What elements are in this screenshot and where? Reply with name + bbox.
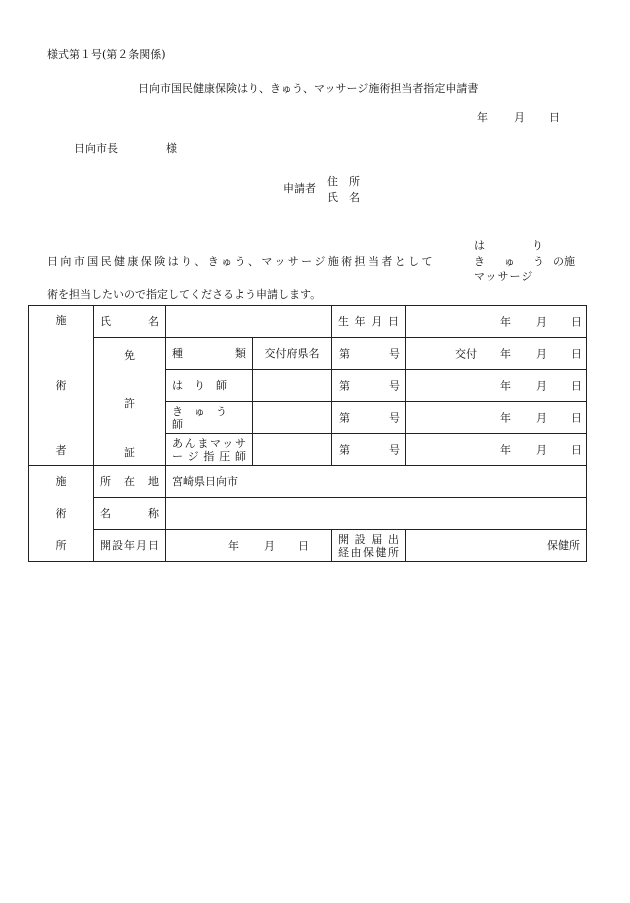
facility-section-label: 施 術 所	[29, 466, 94, 562]
name-field[interactable]	[166, 306, 332, 338]
option-ki: き	[474, 255, 485, 268]
health-center-field[interactable]: 保健所	[406, 530, 587, 562]
application-table	[28, 305, 587, 562]
license-section-label: 免 許 証	[94, 338, 166, 466]
date-day-label: 日	[549, 111, 560, 124]
license-number-header: 第 号	[332, 338, 406, 370]
opened-date-label: 開設年月日	[94, 530, 166, 562]
prefecture-field-anma[interactable]	[253, 434, 332, 466]
option-ri: り	[532, 239, 543, 252]
birthdate-label: 生年月日	[332, 306, 406, 338]
name-label: 氏 名	[94, 306, 166, 338]
notice-label-line-1: 開設届出	[338, 532, 399, 546]
license-type-anma	[166, 434, 253, 466]
applicant-address-label: 住 所	[327, 175, 360, 188]
license-number-hari[interactable]: 第 号	[332, 370, 406, 402]
issued-date-hari[interactable]: 年 月 日	[406, 370, 587, 402]
applicant-label: 申請者	[283, 182, 316, 195]
date-month-label: 月	[514, 111, 525, 124]
license-type-hari: は り 師	[166, 370, 253, 402]
prefecture-field-hari[interactable]	[253, 370, 332, 402]
license-type-anma-line-2: ージ指圧師	[172, 449, 246, 463]
license-type-anma-line-1: あんまマッサ	[172, 436, 246, 450]
opened-date-field[interactable]: 年 月 日	[166, 530, 332, 562]
addressee-honorific: 様	[166, 142, 177, 155]
notice-health-center-label	[332, 530, 406, 562]
license-number-anma[interactable]: 第 号	[332, 434, 406, 466]
facility-name-field[interactable]	[166, 498, 587, 530]
license-type-kyu: き ゅ う 師	[166, 402, 253, 434]
location-label: 所 在 地	[94, 466, 166, 498]
option-u: う	[533, 255, 544, 268]
issued-date-kyu[interactable]: 年 月 日	[406, 402, 587, 434]
issued-date-anma[interactable]: 年 月 日	[406, 434, 587, 466]
notice-label-line-2: 経由保健所	[338, 545, 399, 559]
date-year-label: 年	[477, 111, 488, 124]
option-ha: は	[474, 239, 485, 252]
intro-tail: の施	[553, 255, 575, 268]
document-title: 日向市国民健康保険はり、きゅう、マッサージ施術担当者指定申請書	[138, 82, 479, 95]
license-type-label: 種 類	[166, 338, 253, 370]
intro-line-1: 日向市国民健康保険はり、きゅう、マッサージ施術担当者として	[47, 255, 435, 268]
option-yu: ゅ	[504, 255, 515, 268]
facility-name-label: 名 称	[94, 498, 166, 530]
issued-date-header: 交付 年 月 日	[406, 338, 587, 370]
option-massage: マッサージ	[474, 270, 534, 283]
prefecture-field-kyu[interactable]	[253, 402, 332, 434]
addressee-name: 日向市長	[74, 142, 118, 155]
intro-line-2: 術を担当したいので指定してくださるよう申請します。	[47, 288, 322, 301]
location-field[interactable]: 宮崎県日向市	[166, 466, 587, 498]
license-number-kyu[interactable]: 第 号	[332, 402, 406, 434]
birthdate-field[interactable]: 年 月 日	[406, 306, 587, 338]
practitioner-section-label: 施 術 者	[29, 306, 94, 466]
applicant-name-label: 氏 名	[327, 191, 360, 204]
form-number: 様式第１号(第２条関係)	[47, 48, 166, 61]
issuing-prefecture-label: 交付府県名	[253, 338, 332, 370]
